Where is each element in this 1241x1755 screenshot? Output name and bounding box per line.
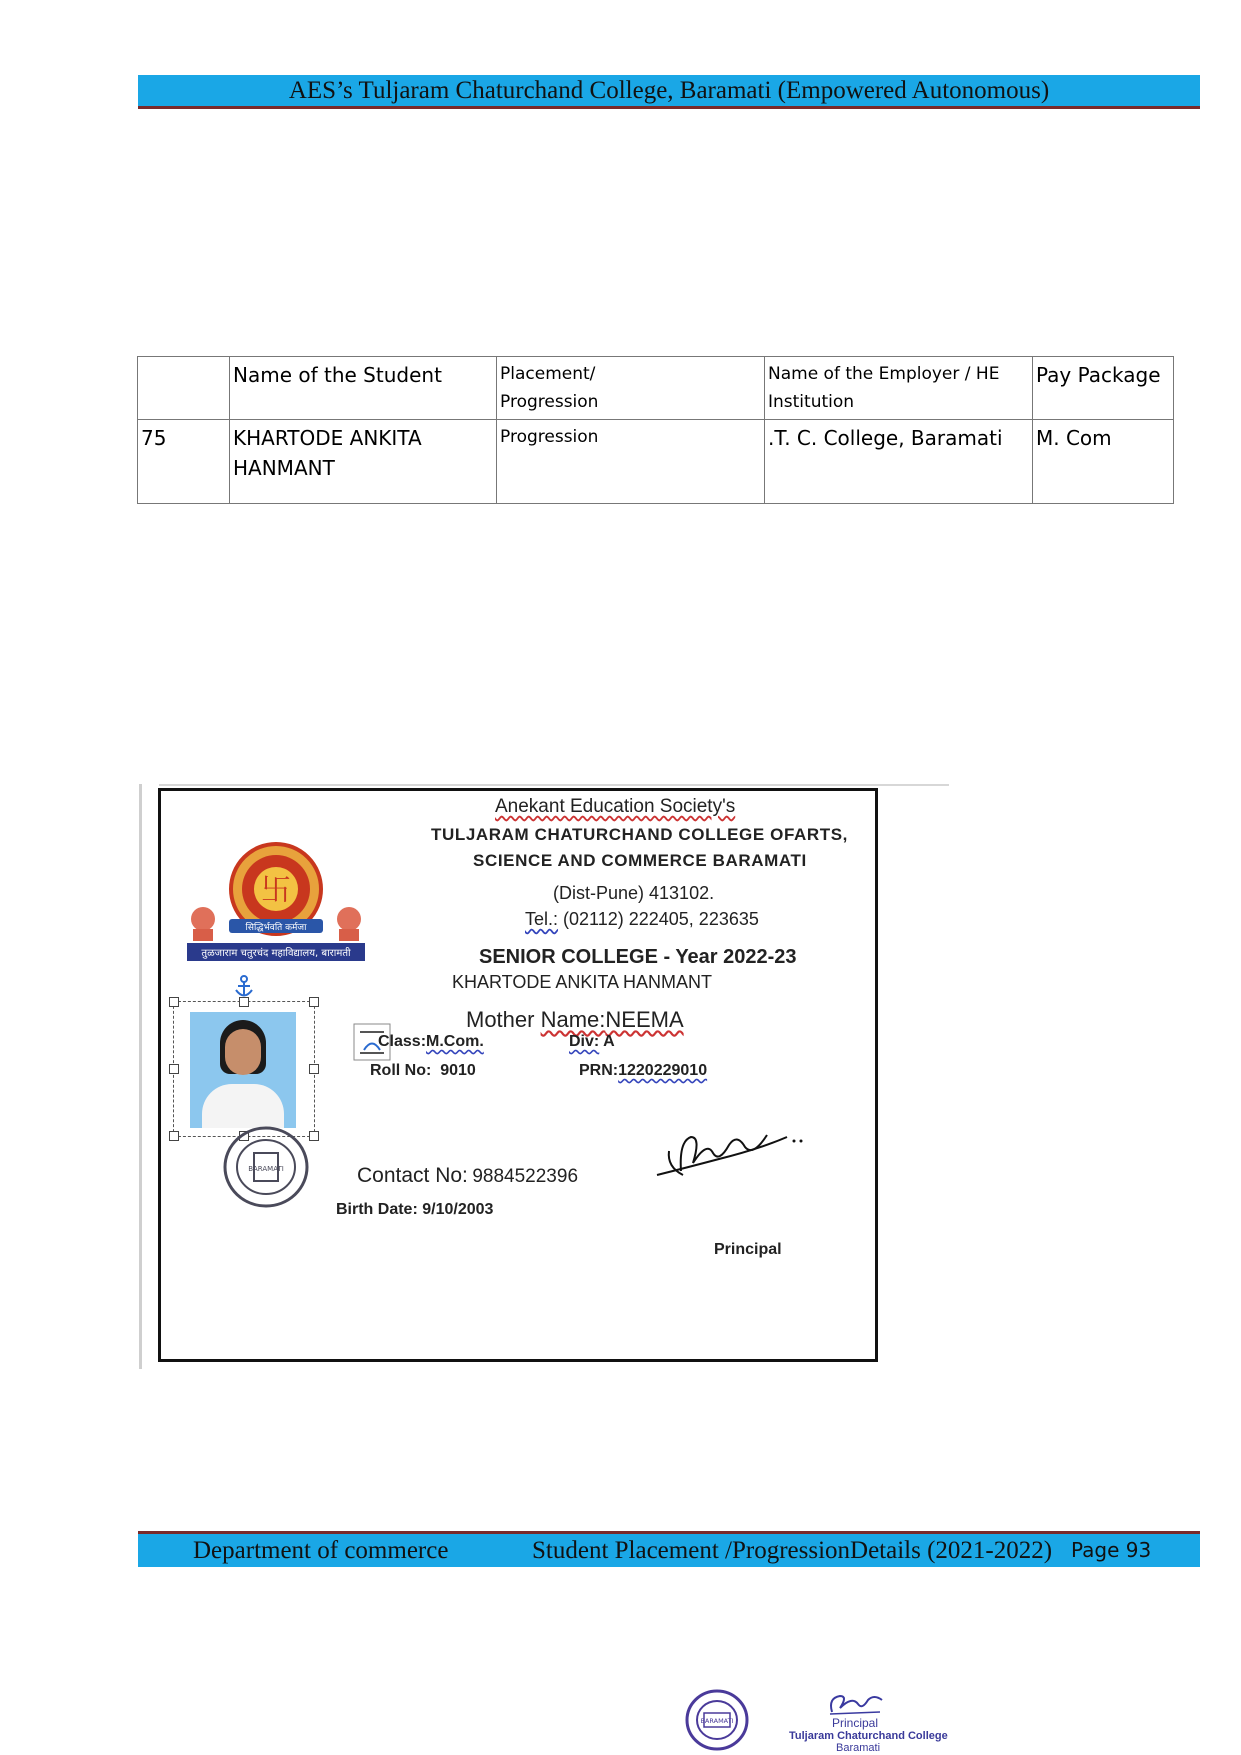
footer-title: Student Placement /ProgressionDetails (2021-2022) [532, 1537, 1053, 1564]
svg-text:तुळजाराम चतुरचंद महाविद्यालय,: तुळजाराम चतुरचंद महाविद्यालय, बारामती [201, 948, 351, 959]
card-college-line2: SCIENCE AND COMMERCE BARAMATI [473, 851, 807, 870]
table-header-row [138, 357, 1174, 420]
id-card [158, 788, 878, 1362]
cell-placement: Progression [497, 420, 765, 504]
svg-text:BARAMATI: BARAMATI [700, 1717, 734, 1725]
header-cell-sr [138, 357, 230, 420]
cell-sr: 75 [138, 420, 230, 504]
card-college-line1: TULJARAM CHATURCHAND COLLEGE OFARTS, [431, 825, 848, 844]
card-prn [579, 1062, 707, 1080]
photo-selection-frame[interactable] [173, 1001, 315, 1137]
prn-label: PRN: [579, 1062, 619, 1079]
card-principal: Principal [714, 1241, 782, 1258]
mother-value: NEEMA [605, 1007, 684, 1032]
page-header-title: AES’s Tuljaram Chaturchand College, Baramati (Empowered Autonomous) [288, 77, 1050, 104]
principal-signature [649, 1111, 809, 1191]
handle-bl[interactable] [169, 1131, 179, 1141]
bottom-principal-signature [826, 1690, 886, 1718]
bottom-principal-title: Principal [832, 1716, 879, 1730]
cell-student-name: KHARTODE ANKITA HANMANT [230, 420, 497, 504]
mother-label: Name: [540, 1007, 606, 1032]
contact-label: Contact No: [357, 1164, 468, 1187]
footer-department: Department of commerce [193, 1537, 449, 1564]
image-top-edge [159, 784, 949, 786]
contact-value: 9884522396 [472, 1166, 579, 1187]
bottom-principal-college: Tuljaram Chaturchand College [789, 1730, 948, 1742]
tel-value: (02112) 222405, 223635 [563, 909, 759, 929]
header-rule [138, 106, 1200, 109]
card-birth-date [336, 1201, 493, 1219]
card-address: (Dist-Pune) 413102. [553, 883, 715, 903]
birth-value: 9/10/2003 [422, 1201, 494, 1218]
card-senior-college: SENIOR COLLEGE - Year 2022-23 [479, 946, 797, 968]
svg-text:卐: 卐 [261, 873, 291, 908]
card-society [495, 796, 735, 818]
class-value: M.Com. [426, 1033, 484, 1050]
roll-value: 9010 [440, 1062, 476, 1079]
card-contact [357, 1164, 578, 1188]
svg-text:BARAMATI: BARAMATI [248, 1165, 284, 1173]
anchor-icon [233, 975, 255, 999]
prn-value: 1220229010 [618, 1062, 708, 1079]
card-div [569, 1033, 615, 1051]
card-class [378, 1033, 484, 1051]
handle-tl[interactable] [169, 997, 179, 1007]
cell-employer: .T. C. College, Baramati [765, 420, 1033, 504]
student-photo [190, 1012, 296, 1128]
card-mother-name [466, 1007, 684, 1033]
card-roll [370, 1062, 476, 1080]
footer-page-number: Page 93 [1071, 1538, 1152, 1562]
card-society-text: Anekant Education Society's [495, 796, 736, 817]
handle-tr[interactable] [309, 997, 319, 1007]
cell-pay: M. Com [1033, 420, 1174, 504]
id-card-image [139, 784, 949, 1369]
header-cell-pay: Pay Package [1033, 357, 1174, 420]
bottom-principal-city: Baramati [836, 1742, 881, 1754]
svg-text:सिद्धिर्भवति कर्मजा: सिद्धिर्भवति कर्मजा [245, 923, 307, 933]
card-telephone [525, 909, 759, 930]
photo-shirt [202, 1084, 284, 1128]
mother-label-first: Mother [466, 1007, 541, 1032]
birth-label: Birth Date: [336, 1201, 418, 1218]
photo-face [225, 1029, 261, 1075]
placement-table [137, 356, 1174, 504]
handle-tm[interactable] [239, 997, 249, 1007]
table-row [138, 420, 1174, 504]
roll-label: Roll No: [370, 1062, 432, 1079]
image-left-edge [139, 784, 142, 1369]
class-label: Class: [378, 1033, 427, 1050]
header-cell-placement: Placement/ Progression [497, 357, 765, 420]
handle-mr[interactable] [309, 1064, 319, 1074]
college-seal [221, 1125, 311, 1209]
header-cell-name: Name of the Student [230, 357, 497, 420]
div-label: Div: [569, 1033, 600, 1050]
handle-ml[interactable] [169, 1064, 179, 1074]
tel-label: Tel.: [525, 909, 559, 929]
header-cell-employer: Name of the Employer / HE Institution [765, 357, 1033, 420]
div-value: A [603, 1033, 615, 1050]
card-student-name: KHARTODE ANKITA HANMANT [452, 972, 713, 992]
college-logo [181, 841, 371, 966]
bottom-college-stamp [684, 1688, 750, 1752]
